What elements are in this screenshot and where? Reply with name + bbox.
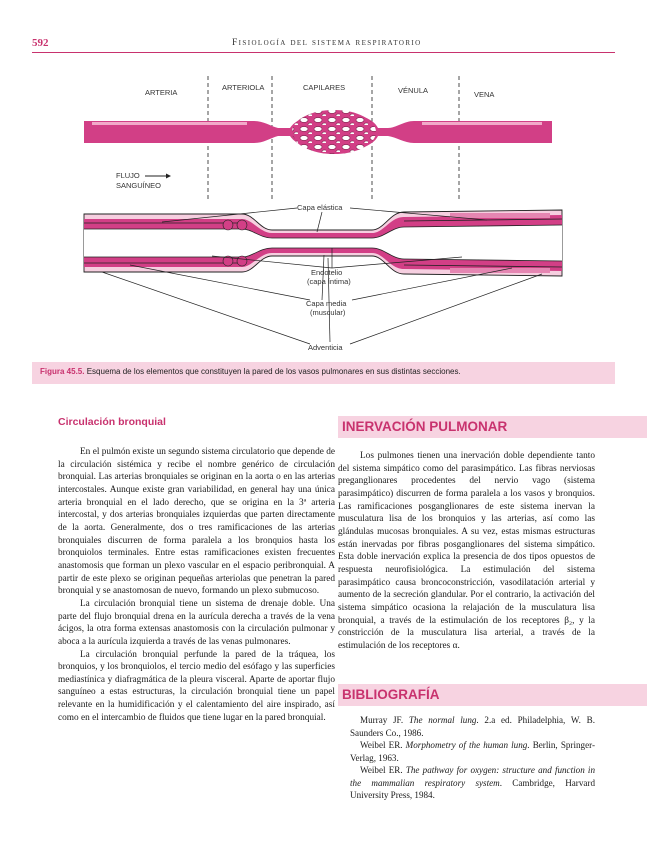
label-capa-media-2: (muscular)	[310, 308, 346, 317]
capillary-network	[292, 110, 376, 154]
bibliography-entry: Murray JF. The normal lung. 2.a ed. Philadelphia, W. B. Saunders Co., 1986.	[350, 715, 595, 738]
section-heading-bibliografia: BIBLIOGRAFÍA	[338, 684, 647, 706]
label-arteriola: ARTERIOLA	[222, 83, 265, 92]
label-endotelio-2: (capa íntima)	[307, 277, 351, 286]
paragraph: En el pulmón existe un segundo sistema circulatorio que depende de la circulación sistémica y recibe el nombre genérico de circulación bronquial. Las arterias bronquiales se originan en la aorta o en las arterias intercostales. Aunque existe gran variabilidad, en general hay una única arteria bronquial en el lado derecho, que se origina en la 3ª arteria intercostal, y dos arterias bronquiales izquierdas que parten directamente de la aorta. Generalmente, dos o tres ramificaciones de las arterias bronquiales discurren de forma paralela a los bronquios hasta los bronquiolos terminales. Entre estas ramificaciones existen frecuentes anastomosis que forman un plexo vascular en el espacio peribronquial. A partir de este plexo se originan pequeñas arteriolas que penetran la pared bronquial y se anastomosan de nuevo, formando un plexo submucoso.	[58, 447, 335, 597]
flow-arrowhead-icon	[166, 174, 171, 179]
vessel-highlight-vein	[422, 122, 542, 125]
flow-label-2: SANGUÍNEO	[116, 181, 162, 190]
header-rule	[32, 52, 615, 53]
label-capa-media: Capa media	[306, 299, 347, 308]
flow-label-1: FLUJO	[116, 171, 140, 180]
section-heading-circulacion: Circulación bronquial	[58, 416, 166, 428]
label-endotelio: Endotelio	[311, 268, 343, 277]
right-column	[338, 416, 615, 653]
vessel-section	[84, 210, 562, 276]
paragraph: Los pulmones tienen una inervación doble dependiente tanto del sistema simpático como del parasimpático. Las fibras nerviosas preganglionares procedentes del nervio vago (sistema parasimpático) discurren de forma paralela a los vasos y bronquios. Las ramificaciones posganglionares de este sistema inervan la musculatura lisa de los bronquios y las arterias, así como las glándulas mucosas bronquiales. A su vez, estas mismas estructuras están inervadas por fibras posganglionares del sistema simpático. Esta doble inervación explica la presencia de dos tipos opuestos de respuesta neurofisiológica. La estimulación del sistema parasimpático causa broncoconstricción, vasodilatación arterial y aumento de la secreción glandular. Por el contrario, la activación del sistema simpático ocasiona la relajación de la musculatura lisa bronquial, a través de la estimulación de los receptores β₂, y la constricción de la musculatura lisa arterial, a través de la estimulación de los receptores α.	[338, 451, 595, 651]
paragraph: La circulación bronquial tiene un sistema de drenaje doble. Una parte del flujo bronquial drena en la aurícula derecha a través de la vena ácigos, la otra forma extensas anastomosis con la circulación pulmonar y aboca a la aurícula izquierda a través de las venas pulmonares.	[58, 598, 335, 647]
caption-text: Esquema de los elementos que constituyen la pared de los vasos pulmonares en sus distintas secciones.	[86, 367, 461, 376]
bibliography-entry: Weibel ER. Morphometry of the human lung. Berlin, Springer-Verlag, 1963.	[350, 740, 595, 763]
label-venula: VÉNULA	[398, 86, 429, 95]
label-capilares: CAPILARES	[303, 83, 346, 92]
label-vena: VENA	[474, 90, 495, 99]
figure-caption	[32, 362, 615, 384]
bibliography-list	[338, 714, 595, 802]
left-column	[58, 416, 335, 724]
page-number: 592	[32, 37, 49, 49]
vessel-wall-figure	[32, 62, 615, 362]
caption-label: Figura 45.5.	[40, 367, 85, 376]
running-title: Fisiología del sistema respiratorio	[232, 38, 422, 48]
section-heading-inervacion: INERVACIÓN PULMONAR	[338, 416, 647, 438]
bibliography-entry: Weibel ER. The pathway for oxygen: structure and function in the mammalian respiratory system. Cambridge, Harvard University Press, 1984.	[350, 765, 596, 800]
label-adventicia: Adventicia	[308, 343, 343, 352]
label-capa-elastica: Capa elástica	[297, 203, 343, 212]
vessel-highlight	[92, 122, 247, 125]
paragraph: La circulación bronquial perfunde la pared de la tráquea, los bronquios, y los bronquiolos, el tercio medio del esófago y las superficies mediastínica y diafragmática de la pleura visceral. Aparte de aportar flujo sanguíneo a estas estructuras, la circulación bronquial tiene un papel relevante en la humidificación y el calentamiento del aire inspirado, así como en el intercambio de fluidos que tiene lugar en la pared bronquial.	[58, 649, 335, 723]
label-arteria: ARTERIA	[145, 88, 178, 97]
